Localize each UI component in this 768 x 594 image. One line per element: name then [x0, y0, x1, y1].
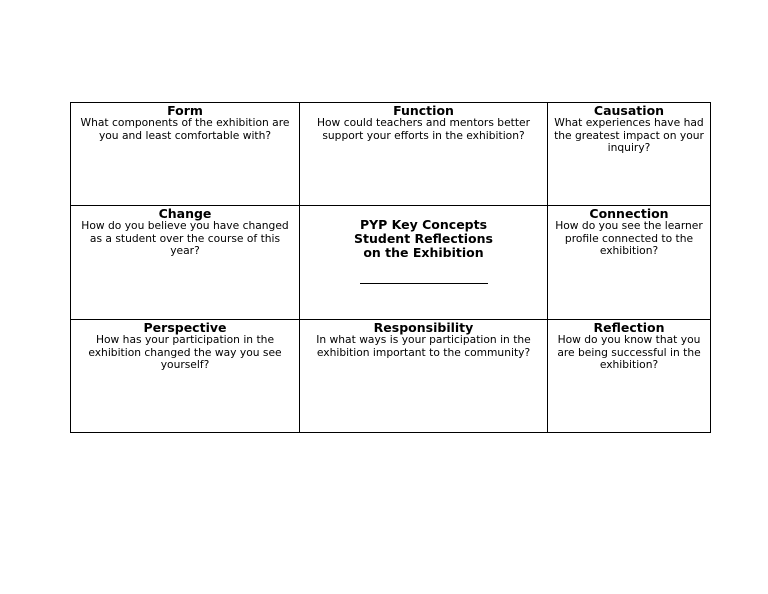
key-concepts-table	[70, 102, 711, 433]
cell-heading: Function	[393, 103, 454, 118]
cell-center-title	[300, 206, 548, 320]
cell-question: In what ways is your participation in the exhibition important to the community?	[316, 333, 531, 359]
cell-question: What components of the exhibition are you and least comfortable with?	[80, 116, 290, 142]
cell-heading: Connection	[589, 206, 669, 221]
center-title-line-2: Student Reflections	[354, 231, 493, 246]
cell-heading: Change	[158, 206, 212, 221]
cell-question: How could teachers and mentors better support your efforts in the exhibition?	[316, 116, 530, 142]
cell-change	[71, 206, 300, 320]
cell-heading: Reflection	[593, 320, 665, 335]
cell-question: How has your participation in the exhibition changed the way you see yourself?	[88, 333, 282, 371]
center-title-line-3: on the Exhibition	[363, 245, 484, 260]
cell-function	[300, 103, 548, 206]
center-title-line-1: PYP Key Concepts	[359, 217, 488, 232]
cell-question: What experiences have had the greatest impact on your inquiry?	[554, 116, 704, 154]
cell-form	[71, 103, 300, 206]
cell-causation	[548, 103, 711, 206]
cell-connection	[548, 206, 711, 320]
cell-question: How do you see the learner profile connected to the exhibition?	[555, 219, 703, 257]
cell-question: How do you believe you have changed as a student over the course of this year?	[81, 219, 289, 257]
cell-heading: Causation	[593, 103, 665, 118]
cell-question: How do you know that you are being successful in the exhibition?	[557, 333, 701, 371]
table-row	[71, 206, 711, 320]
cell-perspective	[71, 320, 300, 433]
cell-heading: Responsibility	[373, 320, 474, 335]
cell-reflection	[548, 320, 711, 433]
cell-heading: Perspective	[143, 320, 227, 335]
cell-responsibility	[300, 320, 548, 433]
cell-heading: Form	[167, 103, 203, 118]
table-row	[71, 103, 711, 206]
name-blank-line	[360, 274, 488, 284]
table-row	[71, 320, 711, 433]
